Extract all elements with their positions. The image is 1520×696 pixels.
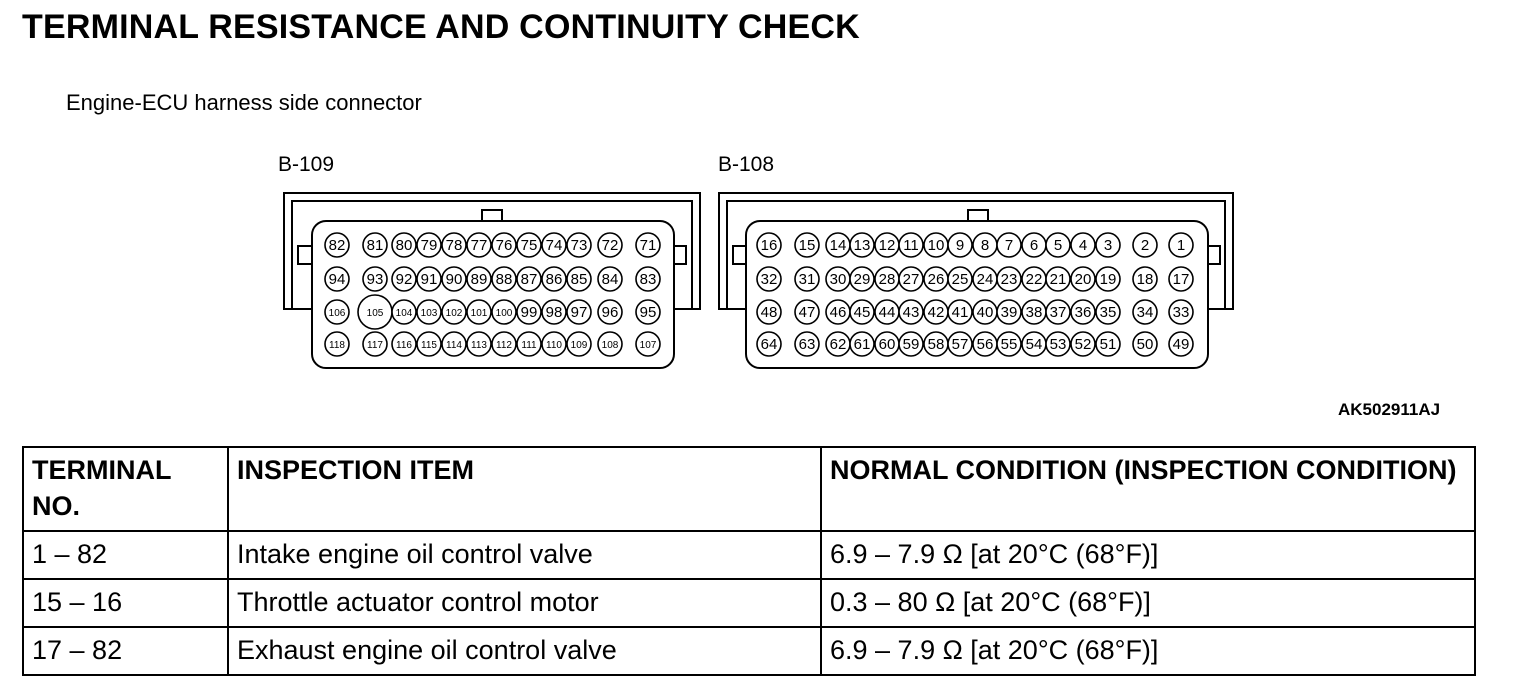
b108-pin-label: 15 bbox=[798, 237, 816, 254]
b109-pin-label: 79 bbox=[420, 237, 438, 254]
b108-pin-label: 47 bbox=[798, 304, 816, 321]
b109-pin-label: 72 bbox=[601, 237, 619, 254]
b108-pin-label: 50 bbox=[1136, 336, 1154, 353]
b109-pin-label: 77 bbox=[470, 237, 488, 254]
connector-caption: Engine-ECU harness side connector bbox=[66, 90, 422, 115]
b108-pin-label: 13 bbox=[853, 237, 871, 254]
b109-pin-label: 97 bbox=[570, 304, 588, 321]
b109-pin-label: 85 bbox=[570, 271, 588, 288]
b108-pin-label: 22 bbox=[1025, 271, 1043, 288]
b108-pin-label: 8 bbox=[980, 237, 990, 254]
b108-pin-label: 25 bbox=[951, 271, 969, 288]
b109-pin-label: 109 bbox=[570, 340, 588, 351]
b108-pin-label: 27 bbox=[902, 271, 920, 288]
b109-pin-label: 84 bbox=[601, 271, 619, 288]
b108-pin-label: 61 bbox=[853, 336, 871, 353]
b108-pin-label: 57 bbox=[951, 336, 969, 353]
b109-pin-label: 91 bbox=[420, 271, 438, 288]
page-title: TERMINAL RESISTANCE AND CONTINUITY CHECK bbox=[22, 8, 860, 46]
b108-pin-label: 3 bbox=[1103, 237, 1113, 254]
b108-pin-label: 17 bbox=[1172, 271, 1190, 288]
b109-pin-label: 95 bbox=[639, 304, 657, 321]
b108-pin-label: 12 bbox=[878, 237, 896, 254]
connector-b109-left-key bbox=[298, 246, 312, 264]
b108-pin-label: 62 bbox=[829, 336, 847, 353]
b109-pin-label: 80 bbox=[395, 237, 413, 254]
b109-pin-label: 110 bbox=[546, 340, 562, 351]
connector-label-b108: B-108 bbox=[718, 153, 775, 176]
b108-pin-label: 45 bbox=[853, 304, 871, 321]
b109-pin-label: 112 bbox=[496, 340, 512, 351]
b108-pin-label: 14 bbox=[829, 237, 847, 254]
b108-pin-label: 7 bbox=[1004, 237, 1014, 254]
b109-pin-label: 116 bbox=[396, 340, 412, 351]
connector-label-b109: B-109 bbox=[278, 153, 335, 176]
b109-pin-label: 98 bbox=[545, 304, 563, 321]
b108-pin-label: 29 bbox=[853, 271, 871, 288]
b109-pin-label: 108 bbox=[601, 340, 619, 351]
b109-pin-label: 78 bbox=[445, 237, 463, 254]
b109-pin-label: 90 bbox=[445, 271, 463, 288]
inspection-item-cell: Intake engine oil control valve bbox=[228, 531, 821, 579]
b109-pin-label: 103 bbox=[420, 308, 438, 319]
inspection-item-cell: Throttle actuator control motor bbox=[228, 579, 821, 627]
b109-pin-label: 88 bbox=[495, 271, 513, 288]
b108-pin-label: 37 bbox=[1049, 304, 1067, 321]
b108-pin-label: 2 bbox=[1140, 237, 1150, 254]
b109-pin-label: 106 bbox=[328, 308, 346, 319]
normal-condition-cell: 6.9 – 7.9 Ω [at 20°C (68°F)] bbox=[821, 627, 1475, 675]
b108-pin-label: 40 bbox=[976, 304, 994, 321]
b108-pin-label: 10 bbox=[927, 237, 945, 254]
b108-pin-label: 53 bbox=[1049, 336, 1067, 353]
header-inspection-item: INSPECTION ITEM bbox=[228, 447, 821, 531]
normal-condition-cell: 0.3 – 80 Ω [at 20°C (68°F)] bbox=[821, 579, 1475, 627]
spec-table bbox=[22, 446, 1476, 676]
b108-pin-label: 20 bbox=[1074, 271, 1092, 288]
b109-pin-label: 73 bbox=[570, 237, 588, 254]
b109-pin-label: 100 bbox=[495, 308, 513, 319]
b108-pin-label: 28 bbox=[878, 271, 896, 288]
b109-pin-label: 96 bbox=[601, 304, 619, 321]
b108-pin-label: 21 bbox=[1049, 271, 1067, 288]
b108-pin-label: 35 bbox=[1099, 304, 1117, 321]
connector-b108-right-key bbox=[1208, 246, 1220, 264]
b109-pin-label: 111 bbox=[521, 340, 537, 351]
b109-pin-label: 71 bbox=[639, 237, 657, 254]
b108-pin-label: 58 bbox=[927, 336, 945, 353]
b109-pin-label: 99 bbox=[520, 304, 538, 321]
table-row bbox=[23, 627, 1475, 675]
b108-pin-label: 16 bbox=[760, 237, 778, 254]
b108-pin-label: 26 bbox=[927, 271, 945, 288]
b108-pin-label: 38 bbox=[1025, 304, 1043, 321]
b108-pin-label: 55 bbox=[1000, 336, 1018, 353]
b108-pin-label: 11 bbox=[903, 237, 919, 254]
b108-pin-label: 60 bbox=[878, 336, 896, 353]
b109-pin-label: 93 bbox=[366, 271, 384, 288]
b108-pin-label: 9 bbox=[955, 237, 965, 254]
b108-pin-label: 48 bbox=[760, 304, 778, 321]
b108-pin-label: 39 bbox=[1000, 304, 1018, 321]
b108-pin-label: 63 bbox=[798, 336, 816, 353]
b108-pin-label: 23 bbox=[1000, 271, 1018, 288]
b109-pin-label: 92 bbox=[395, 271, 413, 288]
b109-pin-label: 115 bbox=[421, 340, 437, 351]
b108-pin-label: 31 bbox=[798, 271, 816, 288]
b108-pin-label: 6 bbox=[1029, 237, 1039, 254]
terminal-no-cell: 1 – 82 bbox=[23, 531, 228, 579]
b109-pin-label: 101 bbox=[470, 308, 488, 319]
b108-pin-label: 59 bbox=[902, 336, 920, 353]
b108-pin-label: 34 bbox=[1136, 304, 1154, 321]
b109-pin-label: 81 bbox=[366, 237, 384, 254]
b108-pin-label: 36 bbox=[1074, 304, 1092, 321]
b108-pin-label: 56 bbox=[976, 336, 994, 353]
b109-pin-label: 102 bbox=[445, 308, 463, 319]
b108-pin-label: 1 bbox=[1176, 237, 1186, 254]
b109-pin-label: 86 bbox=[545, 271, 563, 288]
b108-pin-label: 4 bbox=[1078, 237, 1088, 254]
b108-pin-label: 54 bbox=[1025, 336, 1043, 353]
table-row bbox=[23, 579, 1475, 627]
connector-b109-right-key bbox=[674, 246, 686, 264]
b108-pin-label: 64 bbox=[760, 336, 778, 353]
b109-pin-label: 105 bbox=[366, 308, 384, 319]
b109-pin-label: 75 bbox=[520, 237, 538, 254]
b108-pin-label: 46 bbox=[829, 304, 847, 321]
b108-pin-label: 42 bbox=[927, 304, 945, 321]
b108-pin-label: 43 bbox=[902, 304, 920, 321]
b108-pin-label: 44 bbox=[878, 304, 896, 321]
connector-b108-left-key bbox=[733, 246, 746, 264]
terminal-no-cell: 17 – 82 bbox=[23, 627, 228, 675]
header-normal-condition: NORMAL CONDITION (INSPECTION CONDITION) bbox=[821, 447, 1475, 531]
b108-pin-label: 33 bbox=[1172, 304, 1190, 321]
b109-pin-label: 83 bbox=[639, 271, 657, 288]
b108-pin-label: 52 bbox=[1074, 336, 1092, 353]
b108-pin-label: 32 bbox=[760, 271, 778, 288]
b109-pin-label: 82 bbox=[328, 237, 346, 254]
b108-pin-label: 24 bbox=[976, 271, 994, 288]
b108-pin-label: 30 bbox=[829, 271, 847, 288]
b109-pin-label: 107 bbox=[639, 340, 657, 351]
b109-pin-label: 114 bbox=[446, 340, 462, 351]
b109-pin-label: 76 bbox=[495, 237, 513, 254]
b109-pin-label: 74 bbox=[545, 237, 563, 254]
b108-pin-label: 19 bbox=[1099, 271, 1117, 288]
b108-pin-label: 49 bbox=[1172, 336, 1190, 353]
inspection-item-cell: Exhaust engine oil control valve bbox=[228, 627, 821, 675]
b108-pin-label: 41 bbox=[951, 304, 969, 321]
figure-id: AK502911AJ bbox=[1338, 400, 1441, 419]
b109-pin-label: 118 bbox=[329, 340, 345, 351]
table-row bbox=[23, 531, 1475, 579]
normal-condition-cell: 6.9 – 7.9 Ω [at 20°C (68°F)] bbox=[821, 531, 1475, 579]
b109-pin-label: 113 bbox=[471, 340, 487, 351]
b109-pin-label: 104 bbox=[395, 308, 413, 319]
b109-pin-label: 117 bbox=[367, 340, 383, 351]
b109-pin-label: 94 bbox=[328, 271, 346, 288]
b109-pin-label: 89 bbox=[470, 271, 488, 288]
header-terminal-no: TERMINAL NO. bbox=[23, 447, 228, 531]
terminal-no-cell: 15 – 16 bbox=[23, 579, 228, 627]
table-header-row bbox=[23, 447, 1475, 531]
b108-pin-label: 51 bbox=[1099, 336, 1117, 353]
b109-pin-label: 87 bbox=[520, 271, 538, 288]
b108-pin-label: 5 bbox=[1053, 237, 1063, 254]
b108-pin-label: 18 bbox=[1136, 271, 1154, 288]
